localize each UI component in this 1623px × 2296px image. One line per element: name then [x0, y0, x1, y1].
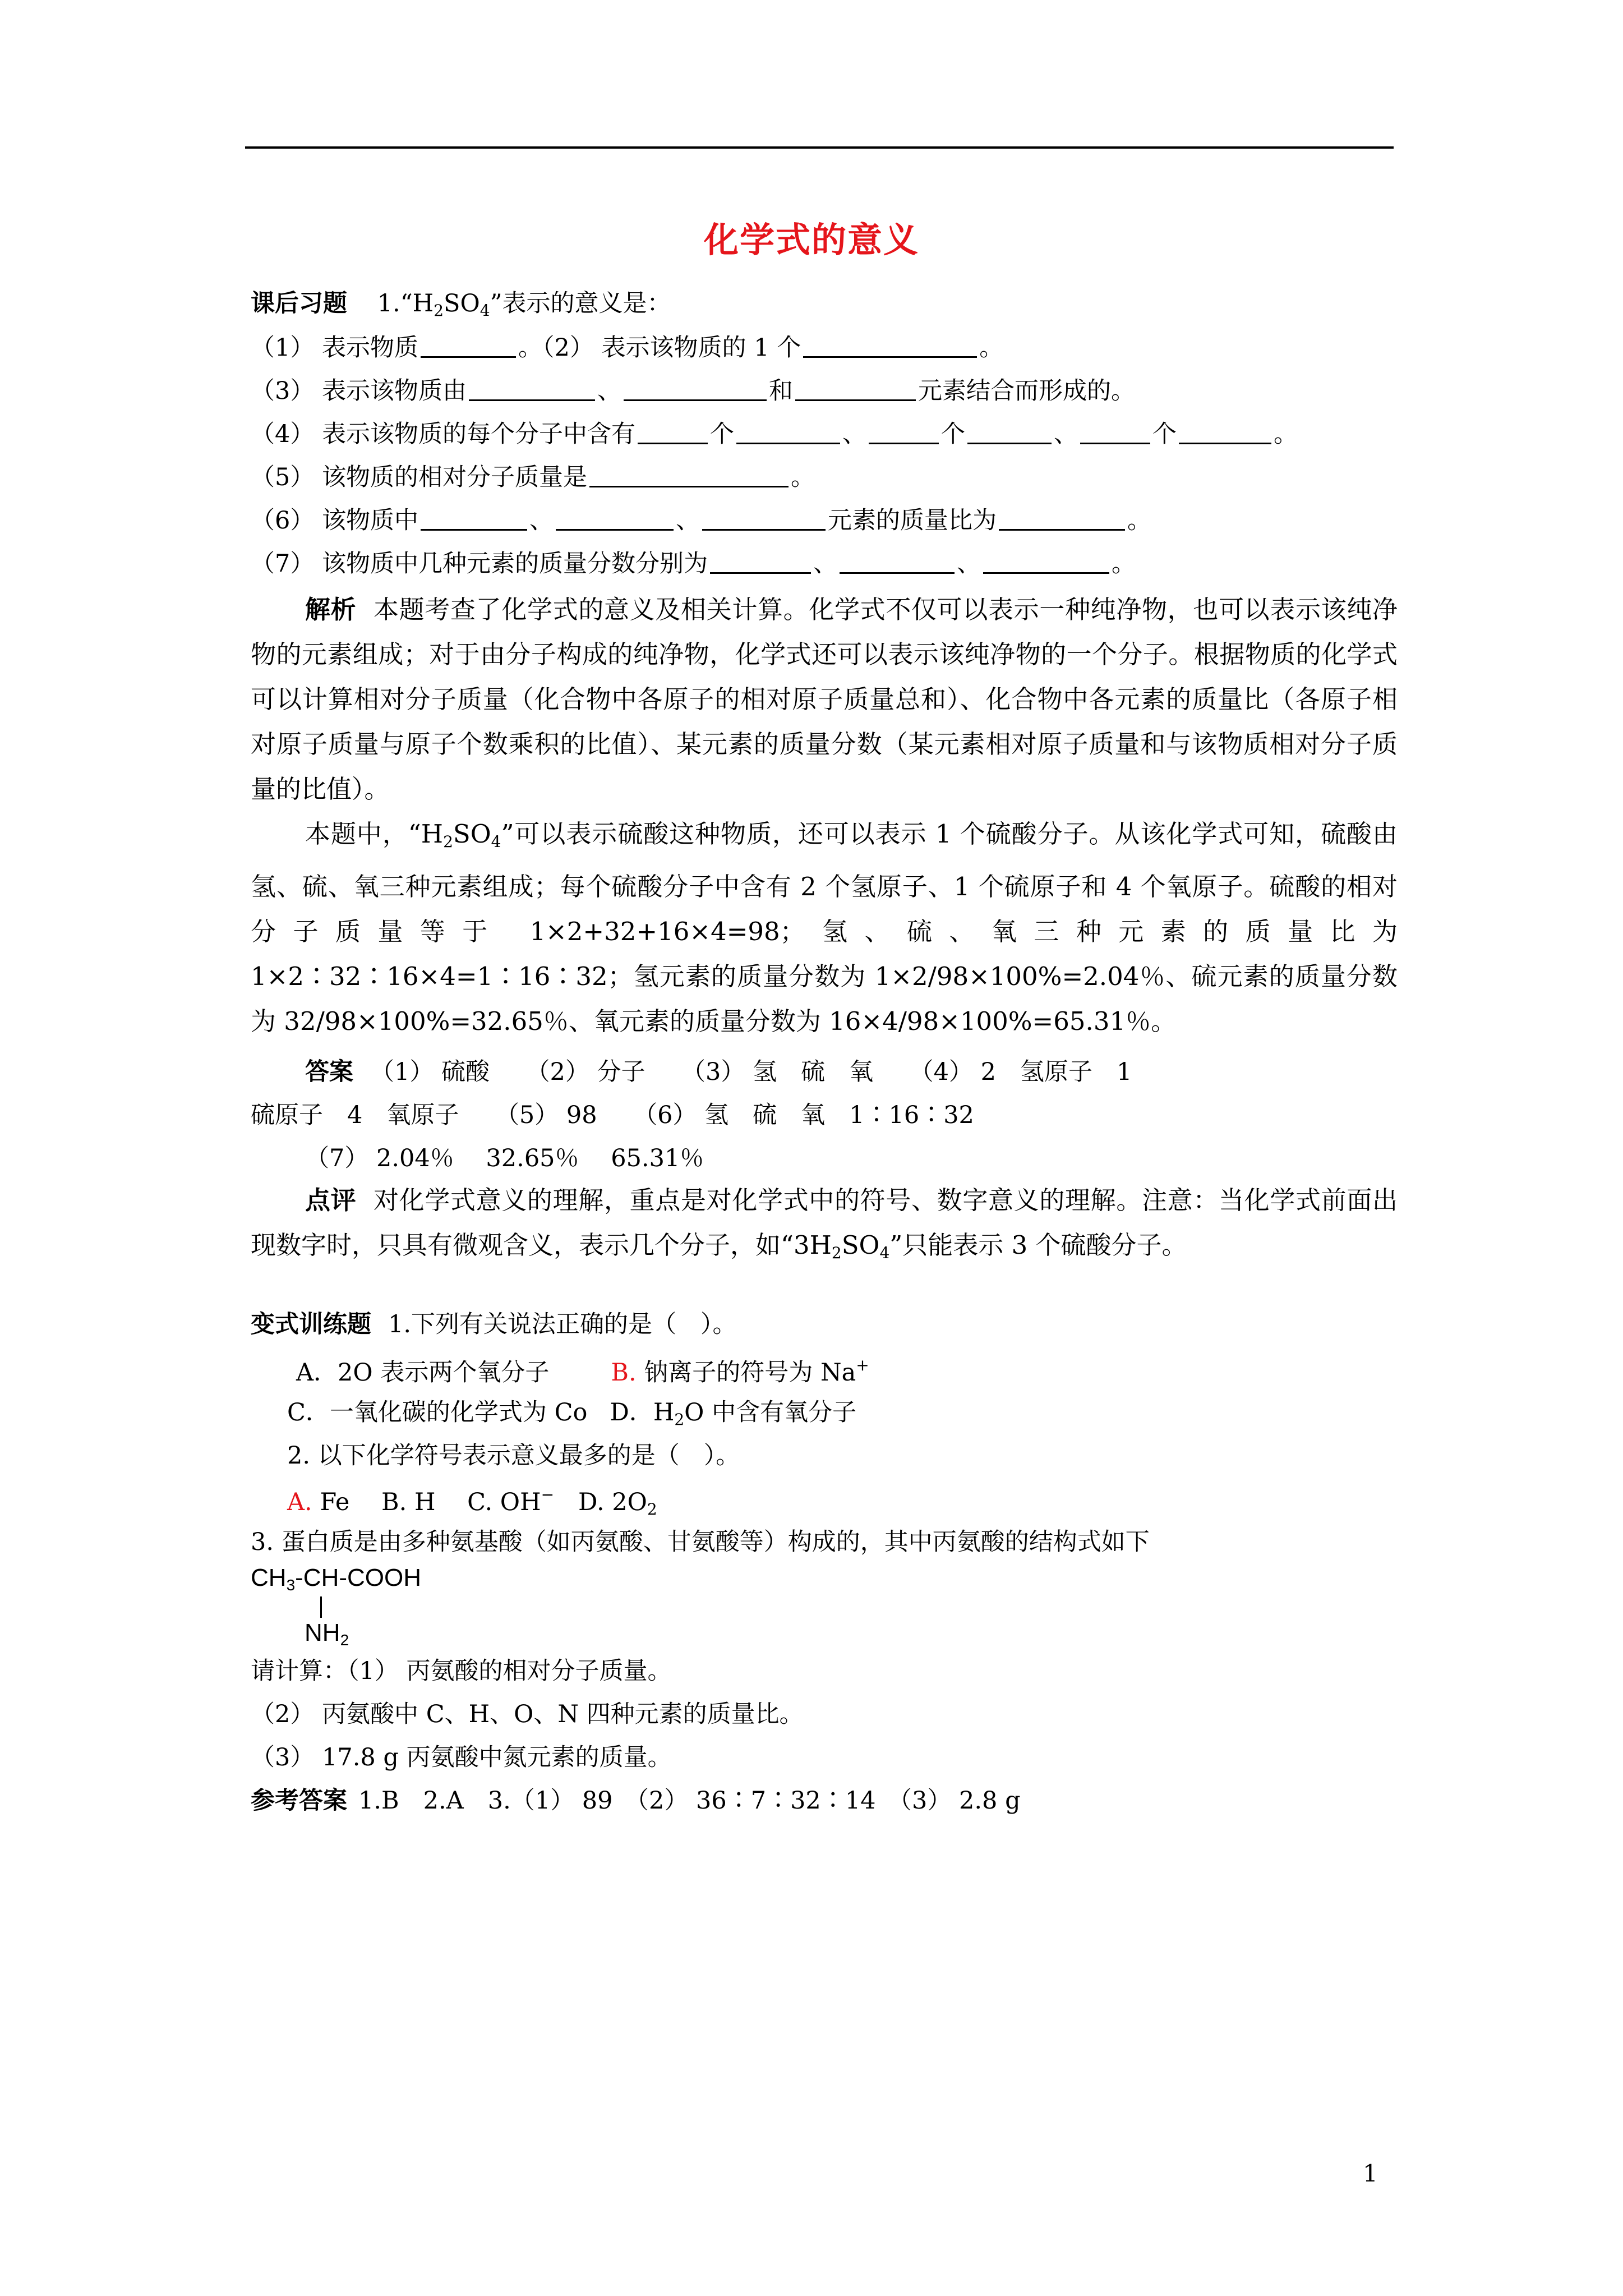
variant-calc-1: 请计算：（1） 丙氨酸的相对分子质量。 — [251, 1657, 672, 1685]
variant-calc-3: （3） 17.8 g 丙氨酸中氮元素的质量。 — [251, 1743, 672, 1772]
exercise-heading: 课后习题 $1.“H_2SO_4$”表示的意义是： — [251, 289, 671, 320]
answer-blank[interactable] — [983, 551, 1109, 574]
header-rule — [245, 146, 1394, 149]
analysis-paragraph-2: 本题中，“$H_2SO_4$”可以表示硫酸这种物质，还可以表示 1 个硫酸分子。从该化学式可知，硫酸由氢、硫、氧三种元素组成；每个硫酸分子中含有 2 个氢原子、1 个硫原子和 4 个氧原子。硫酸的相对分子质量等于 1×2+32+16×4=98；氢、硫、氧三种元素的质量比为 1×2∶32∶16×4=1∶16∶32；氢元素的质量分数为 1×2/98×100%=2.04％、硫元素的质量分数为 32/98×100%=32.65％、氧元素的质量分数为 16×4/98×100%=65.31％。 — [251, 819, 1398, 1036]
answer-blank[interactable] — [1080, 421, 1150, 444]
answer-blank[interactable] — [999, 508, 1125, 531]
answer-blank[interactable] — [702, 508, 826, 531]
exercise-item-4: （4） 表示该物质的每个分子中含有 个 、 个 、 个 。 — [251, 420, 1298, 448]
answer-blank[interactable] — [1179, 421, 1271, 444]
reference-answers: 参考答案 1.B 2.A 3.（1） 89 （2） 36∶7∶32∶14 （3） 2.8 g — [251, 1787, 1021, 1815]
exercise-item-3: （3） 表示该物质由 、 和 元素结合而形成的。 — [251, 377, 1136, 405]
answer-label: 答案 — [305, 1058, 353, 1086]
answer-blank[interactable] — [589, 464, 789, 487]
correct-option-marker: A. — [287, 1488, 312, 1516]
variant-calc-2: （2） 丙氨酸中 C、H、O、N 四种元素的质量比。 — [251, 1700, 804, 1728]
answer-blank[interactable] — [556, 508, 674, 531]
exercise-item-1: （1） 表示物质 。（2） 表示该物质的 1 个 。 — [251, 334, 1004, 362]
answer-blank[interactable] — [624, 378, 767, 401]
answer-line-1: 答案 （1） 硫酸 （2） 分子 （3） 氢 硫 氧 （4） 2 氢原子 1 — [305, 1058, 1132, 1086]
answer-blank[interactable] — [795, 378, 916, 401]
variant-q1-options-ab: A．2O 表示两个氧分子 B. 钠离子的符号为 Na+ — [296, 1356, 869, 1387]
variant-q2-options: A. Fe B. H C. OH− D. $2O_2$ — [287, 1485, 657, 1519]
exercise-item-5: （5） 该物质的相对分子质量是 。 — [251, 463, 815, 491]
answer-blank[interactable] — [840, 551, 955, 574]
answer-blank[interactable] — [736, 421, 840, 444]
answer-blank[interactable] — [421, 335, 516, 358]
analysis-label: 解析 — [305, 595, 357, 624]
variant-heading: 变式训练题 1.下列有关说法正确的是（ ）。 — [251, 1310, 737, 1338]
page-number: 1 — [1363, 2160, 1378, 2187]
variant-q3: 3. 蛋白质是由多种氨基酸（如丙氨酸、甘氨酸等）构成的，其中丙氨酸的结构式如下 — [251, 1528, 1150, 1556]
comment-label: 点评 — [305, 1185, 357, 1215]
comment-paragraph: 点评 对化学式意义的理解，重点是对化学式中的符号、数字意义的理解。注意：当化学式前面出现数字时，只具有微观含义，表示几个分子，如“$3H_2SO_4$”只能表示 3 个硫酸分子。 — [251, 1185, 1398, 1262]
answer-line-3: （7） 2.04％ 32.65％ 65.31％ — [305, 1144, 704, 1172]
exercise-item-7: （7） 该物质中几种元素的质量分数分别为 、 、 。 — [251, 550, 1136, 578]
exercise-item-6: （6） 该物质中 、 、 元素的质量比为 。 — [251, 507, 1152, 535]
answer-blank[interactable] — [469, 378, 595, 401]
answer-blank[interactable] — [638, 421, 708, 444]
page-title: 化学式的意义 — [703, 219, 919, 260]
variant-label: 变式训练题 — [251, 1310, 371, 1338]
variant-q1-options-cd: C．一氧化碳的化学式为 Co D．$H_2O$ 中含有氧分子 — [287, 1398, 857, 1429]
answer-line-2: 硫原子 4 氧原子 （5） 98 （6） 氢 硫 氧 1∶16∶32 — [251, 1101, 974, 1129]
bond-line — [320, 1596, 322, 1618]
analysis-paragraph-1: 解析 本题考查了化学式的意义及相关计算。化学式不仅可以表示一种纯净物，也可以表示该纯净物的元素组成；对于由分子构成的纯净物，化学式还可以表示该纯净物的一个分子。根据物质的化学式可以计算相对分子质量（化合物中各原子的相对原子质量总和）、化合物中各元素的质量比（各原子相对原子质量与原子个数乘积的比值）、某元素的质量分数（某元素相对原子质量和与该物质相对分子质量的比值）。 — [251, 595, 1398, 804]
answer-blank[interactable] — [967, 421, 1052, 444]
answer-blank[interactable] — [710, 551, 811, 574]
variant-q2: 2. 以下化学符号表示意义最多的是（ ）。 — [287, 1442, 740, 1470]
exercise-label: 课后习题 — [251, 289, 347, 318]
answer-blank[interactable] — [803, 335, 977, 358]
correct-option-marker: B. — [611, 1359, 637, 1387]
reference-label: 参考答案 — [251, 1787, 347, 1815]
answer-blank[interactable] — [869, 421, 939, 444]
answer-blank[interactable] — [421, 508, 527, 531]
